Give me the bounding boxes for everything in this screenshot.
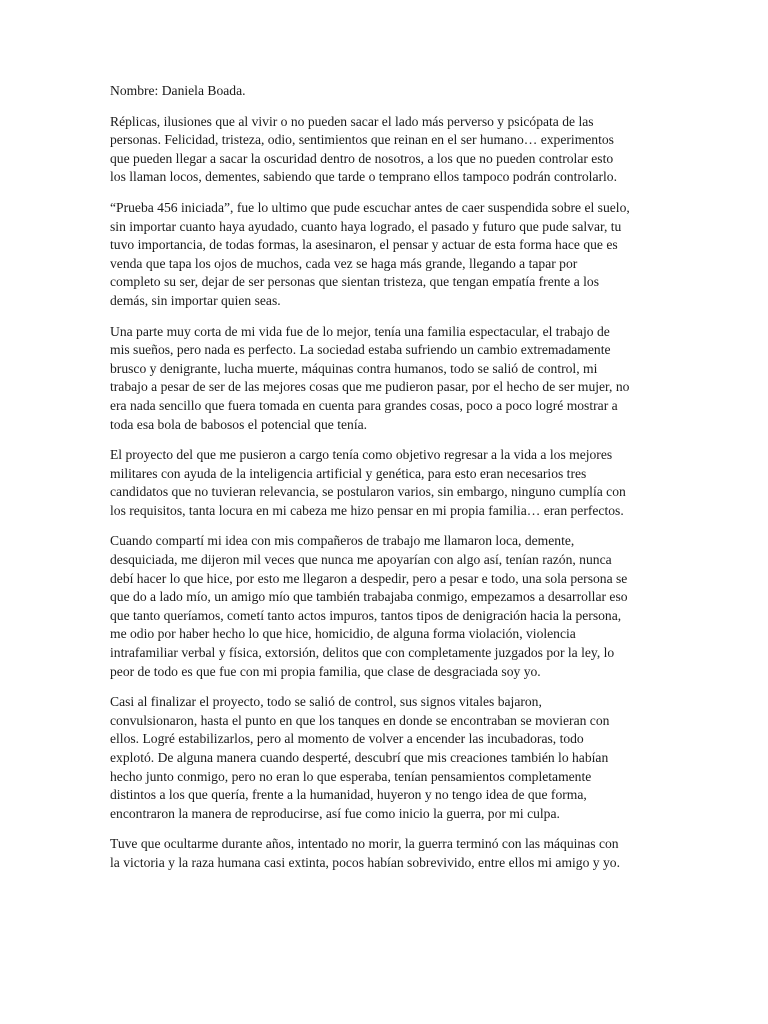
- paragraph-5: Cuando compartí mi idea con mis compañeros de trabajo me llamaron loca, demente, desquiciada, me dijeron mil veces que nunca me apoyarían con algo así, tenían razón, nunca debí hacer lo que hice, por esto me llegaron a despedir, pero a pesar e todo, una sola persona se que do a lado mío, un amigo mío que también trabajaba conmigo, empezamos a desarrollar eso que tanto queríamos, cometí tanto actos impuros, tantos tipos de denigración hacia la persona, me odio por haber hecho lo que hice, homicidio, de alguna forma violación, violencia intrafamiliar verbal y física, extorsión, delitos que con completamente juzgados por la ley, lo peor de todo es que fue con mi propia familia, que clase de desgraciada soy yo.: [110, 533, 628, 679]
- document-page: [110, 82, 630, 885]
- paragraph-6: Casi al finalizar el proyecto, todo se salió de control, sus signos vitales bajaron, convulsionaron, hasta el punto en que los tanques en donde se encontraban se movieran con ellos. Logré estabilizarlos, pero al momento de volver a encender las incubadoras, todo explotó. De alguna manera cuando desperté, descubrí que mis creaciones también lo habían hecho junto conmigo, pero no eran lo que esperaba, tenían pensamientos completamente distintos a los que quería, frente a la humanidad, huyeron y no tengo idea de que forma, encontraron la manera de reproducirse, así fue como inicio la guerra, por mi culpa.: [110, 694, 610, 821]
- paragraph-4: El proyecto del que me pusieron a cargo tenía como objetivo regresar a la vida a los mejores militares con ayuda de la inteligencia artificial y genética, para esto eran necesarios tres candidatos que no tuvieran relevancia, se postularon varios, sin embargo, ninguno cumplía con los requisitos, tanta locura en mi cabeza me hizo pensar en mi propia familia… eran perfectos.: [110, 447, 626, 518]
- paragraph-7: Tuve que ocultarme durante años, intentado no morir, la guerra terminó con las máquinas con la victoria y la raza humana casi extinta, pocos habían sobrevivido, entre ellos mi amigo y yo.: [110, 836, 620, 870]
- paragraph-2: “Prueba 456 iniciada”, fue lo ultimo que pude escuchar antes de caer suspendida sobre el suelo, sin importar cuanto haya ayudado, cuanto haya logrado, el pasado y futuro que pude salvar, tu tuvo importancia, de todas formas, la asesinaron, el pensar y actuar de esta forma hace que es venda que tapa los ojos de muchos, cada vez se haga más grande, llegando a tapar por completo su ser, dejar de ser personas que sientan tristeza, que tengan empatía frente a los demás, sin importar quien seas.: [110, 199, 630, 308]
- paragraph-3: Una parte muy corta de mi vida fue de lo mejor, tenía una familia espectacular, el trabajo de mis sueños, pero nada es perfecto. La sociedad estaba sufriendo un cambio extremadamente brusco y denigrante, lucha muerte, máquinas contra humanos, todo se salió de control, mi trabajo a pesar de ser de las mejores cosas que me pudieron pasar, por el hecho de ser mujer, no era nada sencillo que fuera tomada en cuenta para grandes cosas, poco a poco logré mostrar a toda esa bola de babosos el potencial que tenía.: [110, 323, 630, 432]
- author-name-line: Nombre: Daniela Boada.: [110, 83, 246, 98]
- paragraph-1: Réplicas, ilusiones que al vivir o no pueden sacar el lado más perverso y psicópata de las personas. Felicidad, tristeza, odio, sentimientos que reinan en el ser humano… experimentos que pueden llegar a sacar la oscuridad dentro de nosotros, a los que no pueden controlar esto los llaman locos, dementes, sabiendo que tarde o temprano ellos tampoco podrán controlarlo.: [110, 113, 617, 185]
